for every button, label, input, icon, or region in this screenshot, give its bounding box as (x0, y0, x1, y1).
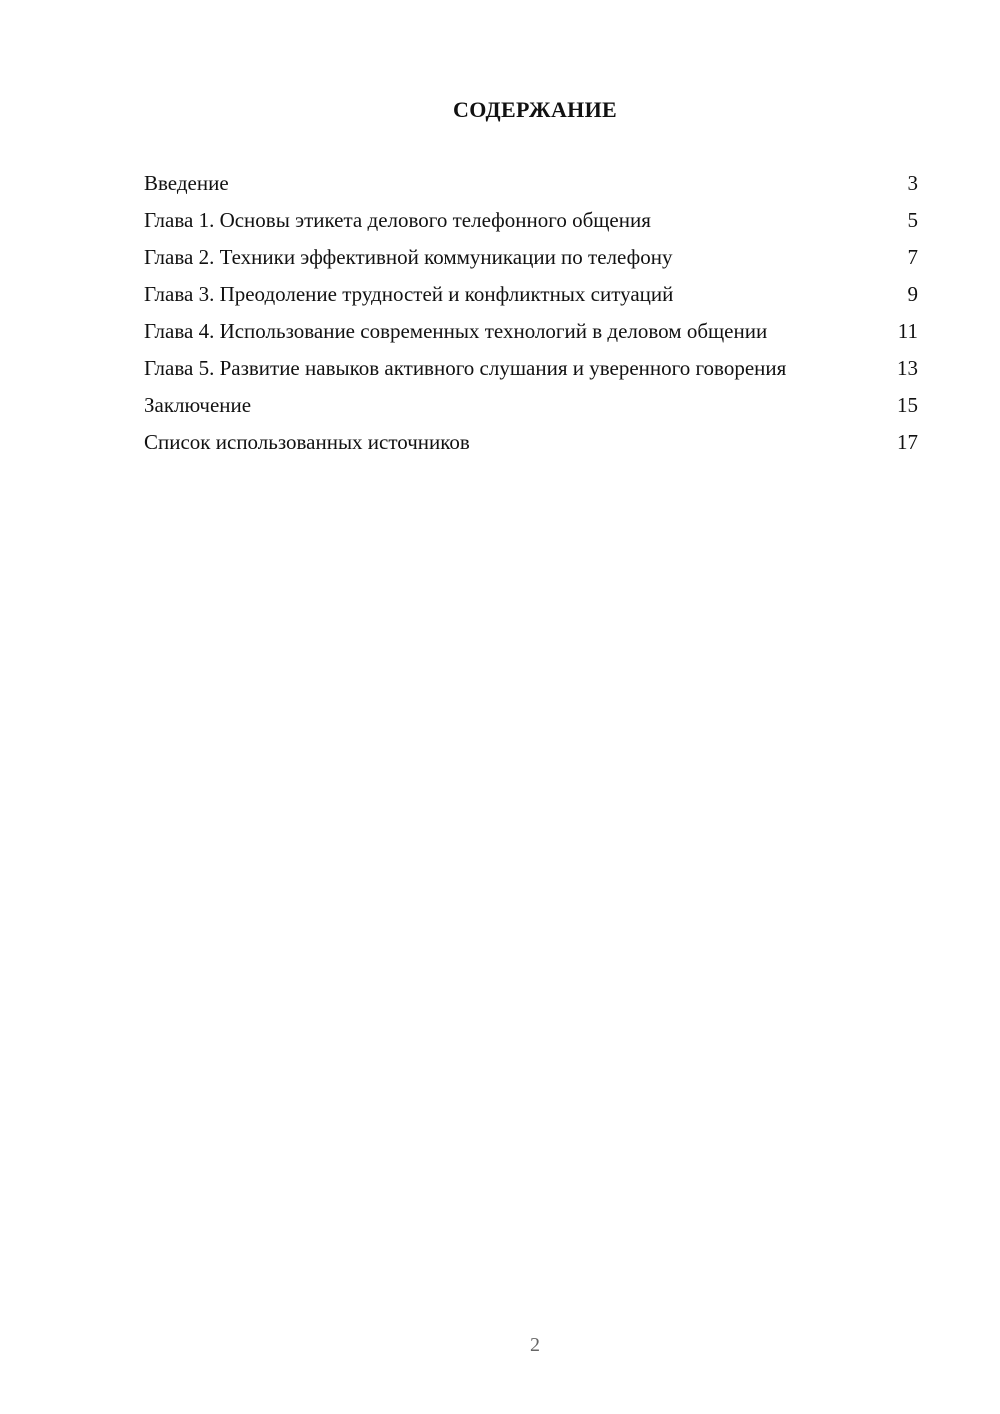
toc-entry-references[interactable] (144, 429, 918, 455)
toc-entry-label: Глава 2. Техники эффективной коммуникации по телефону (144, 245, 673, 269)
toc-entry-label: Заключение (144, 393, 252, 417)
toc-title: СОДЕРЖАНИЕ (453, 97, 617, 122)
toc-entry-chapter-1[interactable] (144, 207, 918, 233)
toc-entry-chapter-4[interactable] (144, 318, 918, 344)
toc-entry-label: Глава 5. Развитие навыков активного слушания и уверенного говорения (144, 356, 787, 380)
page-number: 2 (530, 1334, 540, 1356)
toc-entry-page: 11 (897, 319, 918, 343)
toc-entry-label: Глава 1. Основы этикета делового телефонного общения (144, 208, 651, 232)
toc-entry-conclusion[interactable] (144, 392, 918, 418)
toc-entry-chapter-5[interactable] (144, 355, 918, 381)
toc-entry-page: 17 (897, 430, 918, 454)
toc-entry-chapter-3[interactable] (144, 281, 918, 307)
toc-entry-label: Глава 4. Использование современных технологий в деловом общении (144, 319, 768, 343)
toc-entry-page: 7 (907, 245, 918, 269)
toc-entry-chapter-2[interactable] (144, 244, 918, 270)
toc-entry-introduction[interactable] (144, 170, 918, 196)
toc-entry-label: Введение (144, 171, 229, 195)
toc-entry-page: 3 (907, 171, 918, 195)
toc-entry-page: 5 (907, 208, 918, 232)
toc-entry-label: Глава 3. Преодоление трудностей и конфликтных ситуаций (144, 282, 674, 306)
toc-entry-page: 15 (897, 393, 918, 417)
table-of-contents (144, 170, 918, 466)
toc-entry-label: Список использованных источников (144, 430, 470, 454)
toc-entry-page: 9 (907, 282, 918, 306)
toc-entry-page: 13 (897, 356, 918, 380)
